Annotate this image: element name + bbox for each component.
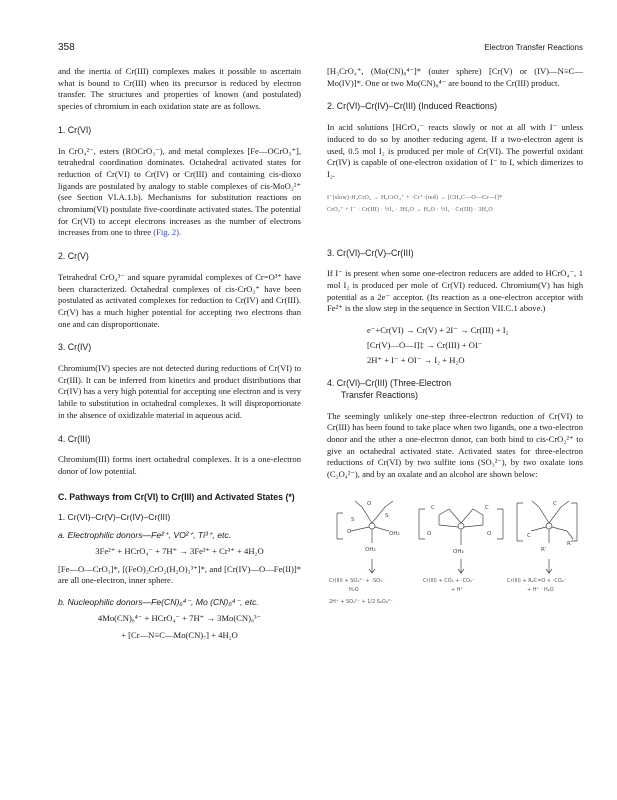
svg-text:OH₂: OH₂ [389, 530, 400, 537]
svg-text:C: C [527, 532, 531, 539]
equation-3: 2H⁺ + I⁻ + OI⁻ → I₂ + H₂O [367, 354, 465, 365]
product-1: Cr(III) + SO₄²⁻ + ·SO₃⁻ [329, 577, 385, 584]
paragraph-induced: In acid solutions [HCrO₄⁻ reacts slowly or not at all with I⁻ unless induced to do so by another reducing agent. If a two-electron agent is used, 0.5 mol I₂ is produced per mole of Cr(VI). The powerful oxidant Cr(IV) is capable of one-electron oxidation of I⁻ to I, which dimerizes to I₂. [327, 122, 583, 179]
oxalate-activated-state [419, 505, 503, 555]
equation-1: e⁻+Cr(VI) → Cr(V) + 2I⁻ → Cr(III) + I₂ [367, 325, 509, 336]
heading-cr-vi: 1. Cr(VI) [58, 124, 92, 135]
running-title: Electron Transfer Reactions [484, 43, 583, 52]
svg-text:S: S [385, 512, 389, 519]
product-3: Cr(III) + R₂C=O + ·CO₂⁻ [507, 577, 567, 584]
heading-three-electron: 4. Cr(VI)–Cr(III) (Three-Electron [327, 378, 452, 389]
oxalate-alcohol-activated-state [517, 501, 577, 553]
product-2: Cr(III) + CO₂ + ·CO₂⁻ [423, 577, 475, 584]
heading-electrophilic: a. Electrophilic donors—Fe²⁺, VO²⁺, Ti³⁺, etc. [58, 530, 232, 541]
heading-induced: 2. Cr(VI)–Cr(IV)–Cr(III) (Induced Reactions) [327, 101, 498, 112]
activated-states-structures [327, 493, 583, 608]
svg-text:O: O [487, 530, 492, 537]
equation-fe: 3Fe²⁺ + HCrO₄⁻ + 7H⁺ → 3Fe³⁺ + Cr³⁺ + 4H₂O [95, 545, 264, 556]
svg-text:O: O [347, 528, 352, 535]
product-2-b: + H⁺ [451, 586, 464, 593]
paragraph-cr-iii: Chromium(III) forms inert octahedral complexes. It is a one-electron donor of low potential. [58, 454, 301, 476]
intro-paragraph: and the inertia of Cr(III) complexes makes it possible to ascertain what is bound to Cr(III) when its precursor is reduced by electron transfer. The structures and properties of known (and postulated) species of chromium in each oxidation state are as follows. [58, 66, 301, 112]
fig-2-link[interactable]: (Fig. 2). [153, 227, 182, 238]
svg-text:R: R [567, 540, 571, 547]
induced-reaction-scheme [327, 191, 583, 232]
svg-text:O: O [427, 530, 432, 537]
paragraph-cr-v: Tetrahedral CrO₄³⁻ and square pyramidal complexes of Cr=O³⁺ have been characterized. Octahedral complexes of cis-CrO₂⁺ have been postulated as activated complexes for reduction to Cr(IV) and Cr(III). Cr(V) has a much higher potential for accepting two electrons than one and can disproportionate. [58, 271, 301, 329]
svg-text:OH₂: OH₂ [365, 546, 376, 553]
svg-text:S: S [351, 516, 355, 523]
svg-text:OH₂: OH₂ [453, 548, 464, 555]
equation-mo-1: 4Mo(CN)₈⁴⁻ + HCrO₄⁻ + 7H⁺ → 3Mo(CN)₈³⁻ [97, 612, 262, 623]
scheme-line-1: I⁻(slow)·H₃CrO₄ → H₃CrO₄⁺ + ·Cr⁺·(red) → [CH₃C—O—Cr—I]* [327, 194, 503, 201]
paragraph-electrophilic: [Fe—O—CrO₃]*, [(FeO)₂CrO₂(H₂O)₂³⁺]*, and [Cr(IV)—O—Fe(II)]* are all one-electron, inner sphere. [58, 563, 301, 586]
heading-cr-vi-v-iii: 3. Cr(VI)–Cr(V)–Cr(III) [327, 247, 414, 258]
paragraph-three-electron: The seemingly unlikely one-step three-electron reduction of Cr(VI) to Cr(III) has been found to take place when two ligands, one a two-electron donor and the other a one-electron donor, can both bind to cis-CrO₂²⁺ to give an octahedral activated state. Activated states for three-electron reductions of Cr(VI) by two sulfite ions (SO₃²⁻), by two oxalate ions (C₂O₄²⁻), and by an oxalate and an alcohol are shown below: [327, 410, 583, 480]
activated-states-figure [327, 493, 583, 612]
heading-cr-iii: 4. Cr(III) [58, 433, 91, 444]
heading-cr-iv: 3. Cr(IV) [58, 342, 92, 353]
paragraph-cr-vi-v-iii: If I⁻ is present when some one-electron reducers are added to HCrO₄⁻, 1 mol I₂ is produced per mole of Cr(VI) reduced. Chromium(V) has high potential as a 2e⁻ acceptor. (Its reaction as a one-electron acceptor with Fe²⁺ is the slow step in the sequence in Section VII.C.1 above.) [327, 268, 583, 314]
paragraph-cr-iv: Chromium(IV) species are not detected during reductions of Cr(VI) to Cr(III). It can be inferred from kinetics and product distributions that Cr(IV) has a very high potential for accepting one electron and is very labile to substitution in octahedral complexes. It will disproportionate in the absence of oxidizable material in aqueous acid. [58, 363, 301, 420]
svg-text:C: C [485, 504, 489, 511]
svg-text:R': R' [541, 546, 547, 553]
product-1-b: H₂O [349, 586, 359, 593]
equation-2: [Cr(V)—O—I]‡ → Cr(III) + OI⁻ [367, 339, 483, 350]
right-column [327, 66, 583, 612]
heading-three-electron-2: Transfer Reactions) [341, 389, 418, 400]
svg-text:C: C [553, 500, 557, 507]
product-bottom: 2H⁺ + SO₄²⁻ + 1/2 S₂O₆²⁻ [329, 598, 393, 605]
sulfite-activated-state [337, 501, 400, 553]
heading-cr-v: 2. Cr(V) [58, 251, 89, 262]
paragraph-cr-vi: In CrO₄²⁻, esters (ROCrO₃⁻), and metal complexes [Fe—OCrO₃⁺], tetrahedral coordination dominates. Octahedral activated states for reduction of Cr(VI) to Cr(IV) or Cr(III) and containing cis-dioxo ligands are postulated by analogy to stable complexes of cis-MoO₂²⁺ (see Section VI.A.1.b). Mechanisms for substitution reactions on chromium(VI) postulate five-coordinate activated states. The potential for Cr(VI) to accept electrons increases as the number of electrons increases from one to three (Fig. 2). [58, 145, 301, 238]
heading-c1: 1. Cr(VI)–Cr(V)–Cr(IV)–Cr(III) [58, 512, 171, 523]
scheme-line-2: CrO₂⁺ + I⁻ · Cr(III) · ½I₂ · 3H₂O → H₂O · ½I₂ · Cr(III) · 3H₂O [327, 206, 493, 213]
product-3-b: + H⁺ · H₂O [527, 586, 554, 593]
heading-nucleophilic: b. Nucleophilic donors—Fe(CN)₆⁴⁻, Mo (CN)₈⁴⁻, etc. [58, 596, 259, 607]
page-number: 358 [58, 42, 75, 53]
heading-section-c: C. Pathways from Cr(VI) to Cr(III) and Activated States (*) [58, 491, 295, 502]
equation-block [367, 325, 583, 366]
equation-mo-2: + [Cr—N≡C—Mo(CN)₇] + 4H₂O [121, 630, 238, 641]
left-column [58, 66, 301, 648]
svg-text:O: O [367, 500, 372, 507]
svg-text:C: C [431, 504, 435, 511]
paragraph-outer-sphere: [H₃CrO₄⁺, (Mo(CN)₈⁴⁻]* (outer sphere) [Cr(V) or (IV)—N≡C—Mo(IV)]*. One or two Mo(CN)₈⁴⁻ are bound to the Cr(III) product. [327, 66, 583, 88]
